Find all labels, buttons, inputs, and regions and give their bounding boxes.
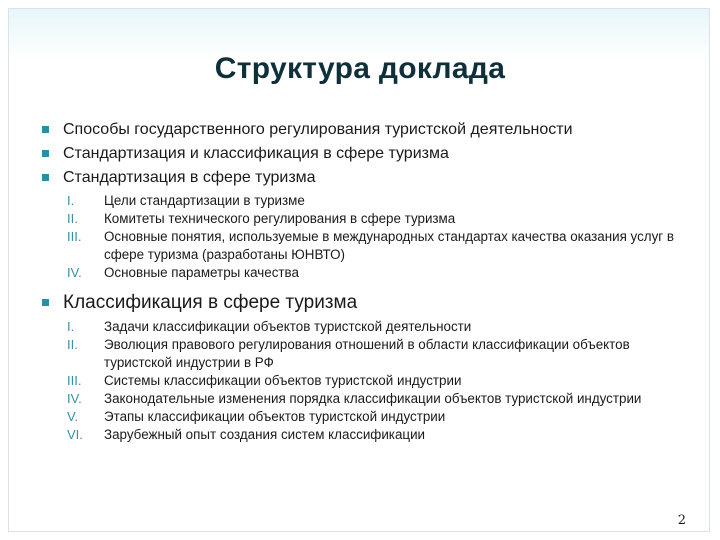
list-item (42, 210, 682, 228)
bullet-text: Классификация в сфере туризма (63, 292, 358, 313)
square-bullet-icon (42, 150, 49, 157)
item-number: III. (67, 373, 82, 388)
square-bullet-icon (42, 174, 49, 181)
bullet-item (42, 142, 682, 166)
item-text: Системы классификации объектов туристской индустрии (104, 373, 462, 388)
item-number: I. (67, 319, 75, 334)
item-text: Основные понятия, используемые в международных стандартах качества оказания услуг в сфере туризма (разработаны ЮНВТО) (104, 229, 675, 262)
bullet-item (42, 166, 682, 190)
list-item (42, 390, 682, 408)
item-number: III. (67, 229, 82, 244)
slide-title: Структура доклада (214, 52, 506, 85)
square-bullet-icon (42, 299, 49, 306)
item-text: Законодательные изменения порядка классификации объектов туристской индустрии (104, 391, 642, 406)
list-item (42, 426, 682, 444)
item-number: II. (67, 211, 78, 226)
bullet-text: Стандартизация и классификация в сфере туризма (63, 145, 449, 162)
list-item (42, 192, 682, 210)
list-item (42, 408, 682, 426)
item-number: II. (67, 337, 78, 352)
item-text: Основные параметры качества (104, 265, 299, 280)
bullet-text: Стандартизация в сфере туризма (63, 169, 316, 186)
list-item (42, 318, 682, 336)
standardization-list (42, 192, 682, 282)
item-text: Эволюция правового регулирования отношений в области классификации объектов туристской индустрии в РФ (104, 337, 630, 370)
item-number: V. (67, 409, 79, 424)
bullet-item (42, 118, 682, 142)
bullet-text: Способы государственного регулирования туристской деятельности (63, 121, 573, 138)
classification-heading (42, 290, 682, 315)
item-number: IV. (67, 391, 82, 406)
classification-list (42, 318, 682, 444)
item-number: I. (67, 193, 75, 208)
item-number: VI. (67, 427, 83, 442)
slide-content (42, 118, 682, 446)
list-item (42, 372, 682, 390)
item-number: IV. (67, 265, 82, 280)
item-text: Цели стандартизации в туризме (104, 193, 305, 208)
list-item (42, 336, 682, 372)
item-text: Задачи классификации объектов туристской деятельности (104, 319, 472, 334)
item-text: Зарубежный опыт создания систем классификации (104, 427, 426, 442)
page-number: 2 (677, 513, 686, 528)
list-item (42, 264, 682, 282)
item-text: Комитеты технического регулирования в сфере туризма (104, 211, 456, 226)
list-item (42, 228, 682, 264)
item-text: Этапы классификации объектов туристской индустрии (104, 409, 446, 424)
square-bullet-icon (42, 126, 49, 133)
